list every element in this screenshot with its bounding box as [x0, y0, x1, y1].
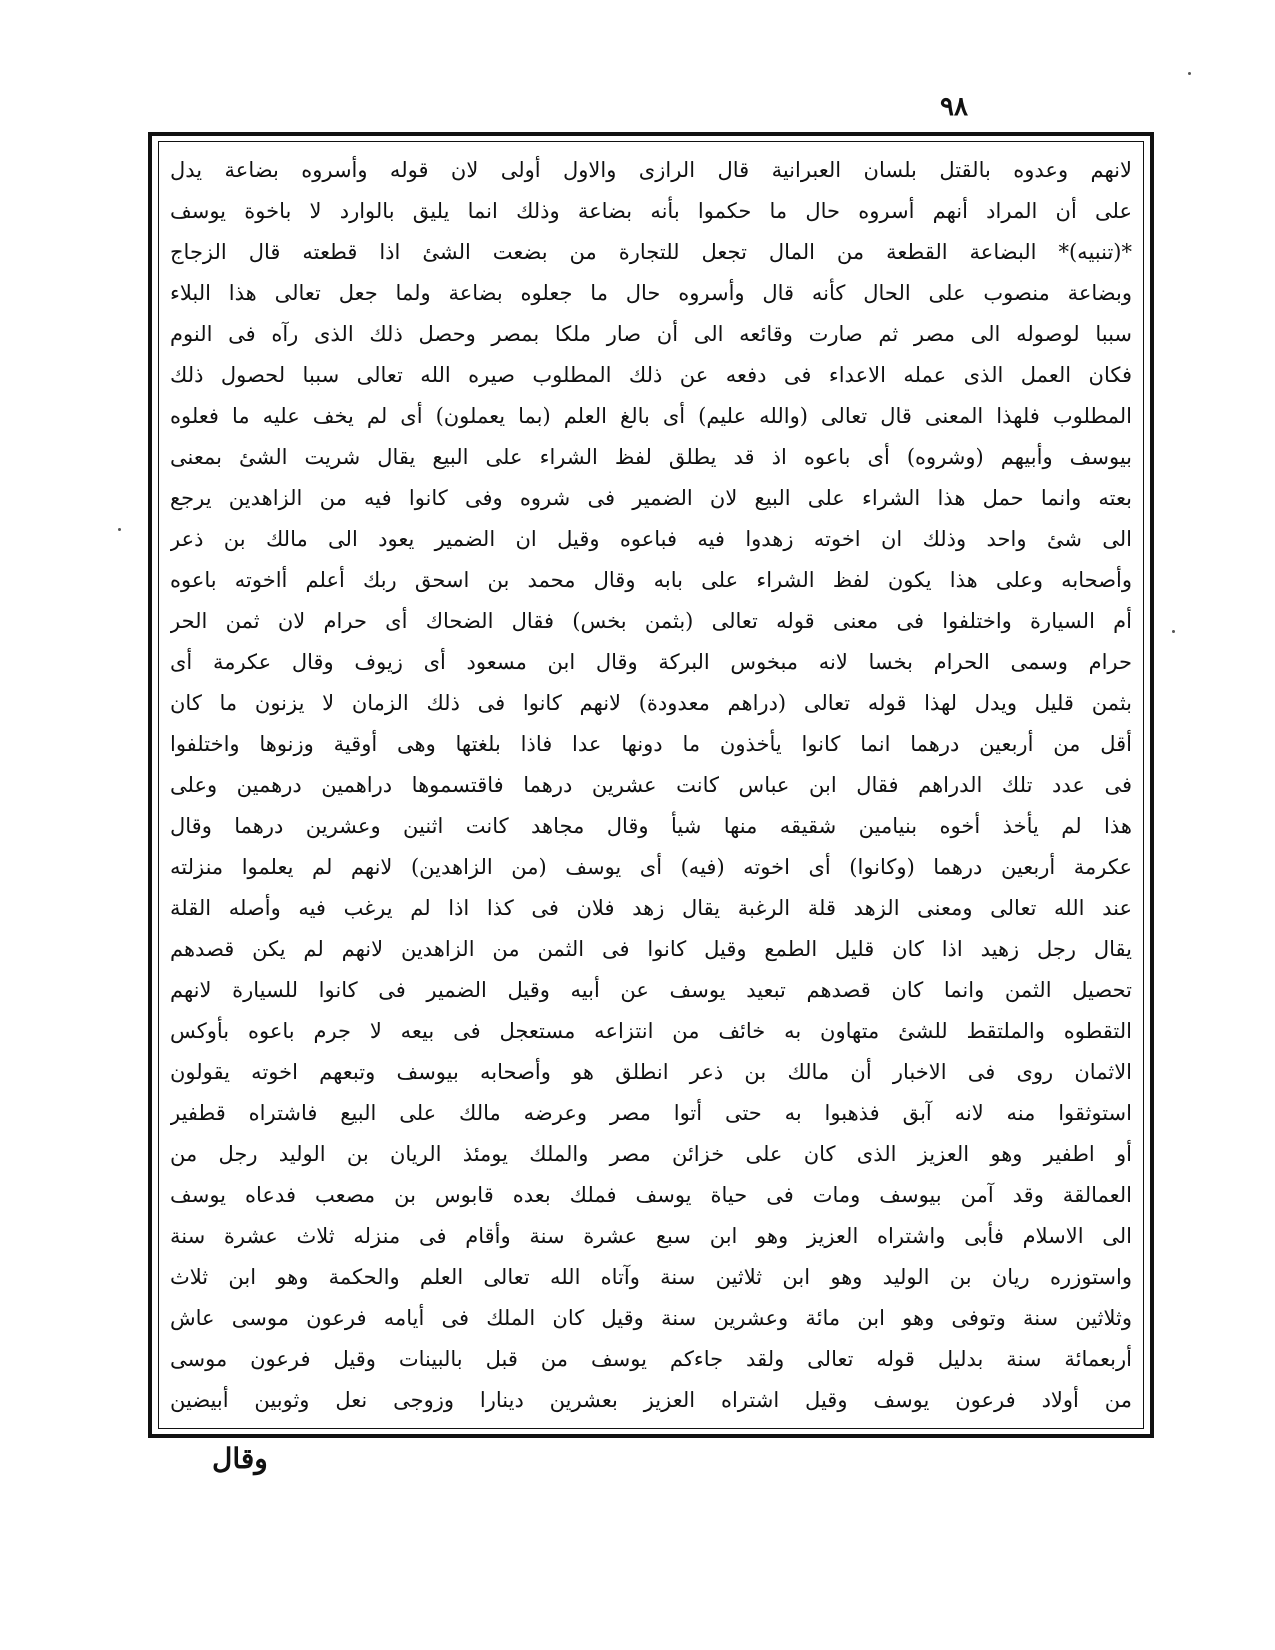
text-line: سببا لوصوله الى مصر ثم صارت وقائعه الى أن صار ملكا بمصر وحصل ذلك الذى رآه فى النوم: [170, 322, 1132, 347]
page-number: ٩٨: [940, 92, 968, 122]
text-line: وأصحابه وعلى هذا يكون لفظ الشراء على بابه وقال محمد بن اسحق ربك أعلم أاخوته باعوه: [170, 568, 1132, 593]
text-line: وبضاعة منصوب على الحال كأنه قال وأسروه حال ما جعلوه بضاعة ولما جعل تعالى هذا البلاء: [170, 281, 1132, 306]
text-line: عكرمة أربعين درهما (وكانوا) أى اخوته (فيه) أى يوسف (من الزاهدين) لانهم لم يعلموا منزلته: [170, 855, 1132, 880]
text-line: بثمن قليل ويدل لهذا قوله تعالى (دراهم معدودة) لانهم كانوا فى ذلك الزمان لا يزنون ما كان: [170, 691, 1132, 716]
text-line: استوثقوا منه لانه آبق فذهبوا به حتى أتوا مصر وعرضه مالك على البيع فاشتراه قطفير: [170, 1101, 1132, 1126]
text-line: العمالقة وقد آمن بيوسف ومات فى حياة يوسف فملك بعده قابوس بن مصعب فدعاه يوسف: [170, 1183, 1132, 1208]
text-line: هذا لم يأخذ أخوه بنيامين شقيقه منها شيأ وقال مجاهد كانت اثنين وعشرين درهما وقال: [170, 814, 1132, 839]
text-line: يقال رجل زهيد اذا كان قليل الطمع وقيل كانوا فى الثمن من الزاهدين لانهم لم يكن قصدهم: [170, 937, 1132, 962]
text-block: [170, 150, 1132, 1422]
text-line: أو اطفير وهو العزيز الذى كان على خزائن مصر والملك يومئذ الريان بن الوليد رجل من: [170, 1142, 1132, 1167]
text-line: تحصيل الثمن وانما كان قصدهم تبعيد يوسف عن أبيه وقيل الضمير فى كانوا للسيارة لانهم: [170, 978, 1132, 1003]
text-line: الى الاسلام فأبى واشتراه العزيز وهو ابن سبع عشرة سنة وأقام فى منزله ثلاث عشرة سنة: [170, 1224, 1132, 1249]
text-line: *(تنبيه)* البضاعة القطعة من المال تجعل للتجارة من بضعت الشئ اذا قطعته قال الزجاج: [170, 240, 1132, 265]
text-line: بعته وانما حمل هذا الشراء على البيع لان الضمير فى شروه وفى كانوا فيه من الزاهدين يرجع: [170, 486, 1132, 511]
text-line: بيوسف وأبيهم (وشروه) أى باعوه اذ قد يطلق لفظ الشراء على البيع يقال شريت الشئ بمعنى: [170, 445, 1132, 470]
text-line: المطلوب فلهذا المعنى قال تعالى (والله عليم) أى بالغ العلم (بما يعملون) أى لم يخف عليه ما فعلوه: [170, 404, 1132, 429]
text-line: واستوزره ريان بن الوليد وهو ابن ثلاثين سنة وآتاه الله تعالى العلم والحكمة وهو ابن ثلاث: [170, 1265, 1132, 1290]
catchword: وقال: [212, 1442, 268, 1475]
text-line: أقل من أربعين درهما انما كانوا يأخذون ما دونها عدا فاذا بلغتها وهى أوقية وزنوها واختلفوا: [170, 732, 1132, 757]
text-line: فكان العمل الذى عمله الاعداء فى دفعه عن ذلك المطلوب صيره الله تعالى سببا لحصول ذلك: [170, 363, 1132, 388]
text-line: أم السيارة واختلفوا فى معنى قوله تعالى (بثمن بخس) فقال الضحاك أى حرام لان ثمن الحر: [170, 609, 1132, 634]
text-line: حرام وسمى الحرام بخسا لانه مبخوس البركة وقال ابن مسعود أى زيوف وقال عكرمة أى: [170, 650, 1132, 675]
text-line: عند الله تعالى ومعنى الزهد قلة الرغبة يقال زهد فلان فى كذا اذا لم يرغب فيه وأصله القلة: [170, 896, 1132, 921]
text-line: التقطوه والملتقط للشئ متهاون به خائف من انتزاعه مستعجل فى بيعه لا جرم باعوه بأوكس: [170, 1019, 1132, 1044]
scan-speck: [1188, 72, 1191, 75]
scan-speck: [1172, 630, 1175, 633]
text-line: من أولاد فرعون يوسف وقيل اشتراه العزيز بعشرين دينارا وزوجى نعل وثوبين أبيضين: [170, 1388, 1132, 1413]
text-line: على أن المراد أنهم أسروه حال ما حكموا بأنه بضاعة وذلك انما يليق بالوارد لا باخوة يوسف: [170, 199, 1132, 224]
text-line: فى عدد تلك الدراهم فقال ابن عباس كانت عشرين درهما فاقتسموها دراهمين درهمين وعلى: [170, 773, 1132, 798]
text-line: وثلاثين سنة وتوفى وهو ابن مائة وعشرين سنة وقيل كان الملك فى أيامه فرعون موسى عاش: [170, 1306, 1132, 1331]
scan-speck: [118, 528, 121, 531]
text-line: أربعمائة سنة بدليل قوله تعالى ولقد جاءكم يوسف من قبل بالبينات وقيل فرعون موسى: [170, 1347, 1132, 1372]
text-line: الاثمان روى فى الاخبار أن مالك بن ذعر انطلق هو وأصحابه بيوسف وتبعهم اخوته يقولون: [170, 1060, 1132, 1085]
text-line: لانهم وعدوه بالقتل بلسان العبرانية قال الرازى والاول أولى لان قوله وأسروه بضاعة يدل: [170, 158, 1132, 182]
text-line: الى شئ واحد وذلك ان اخوته زهدوا فيه فباعوه وقيل ان الضمير يعود الى مالك بن ذعر: [170, 527, 1132, 552]
